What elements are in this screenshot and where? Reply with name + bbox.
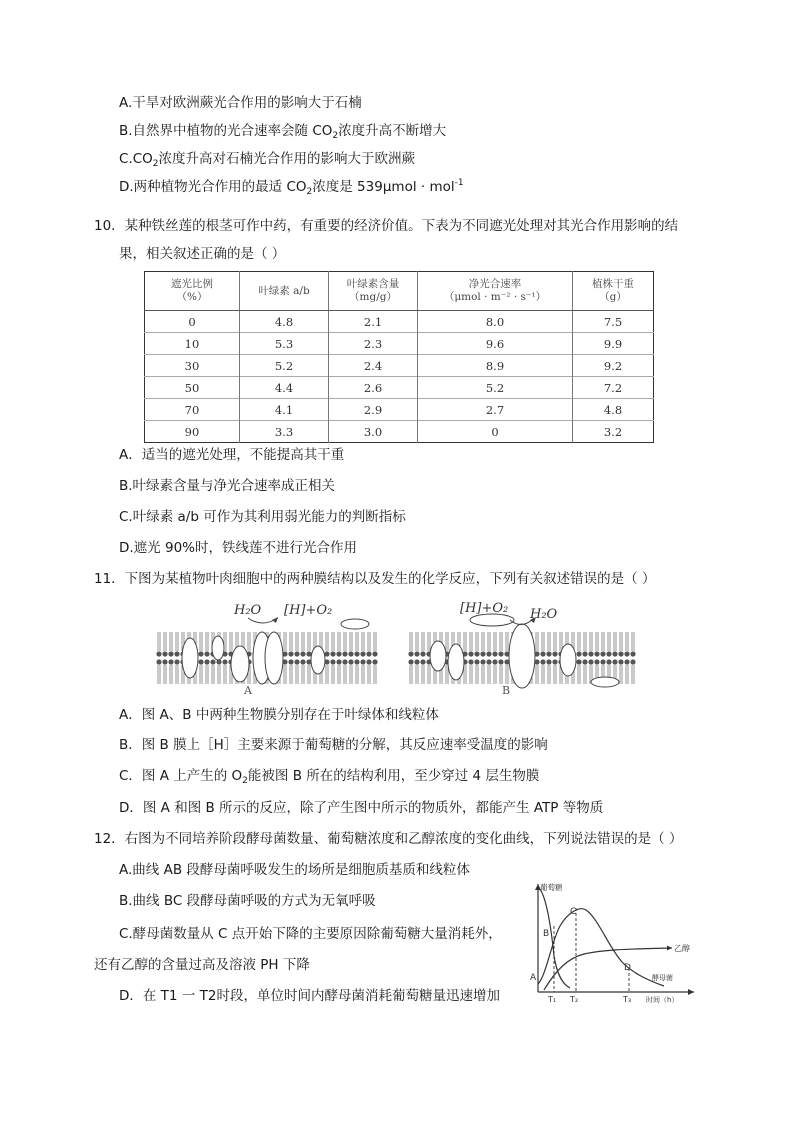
table-cell: 5.2 <box>418 377 573 399</box>
table-cell: 9.9 <box>573 333 654 355</box>
header-unit: （g） <box>599 291 627 303</box>
table-cell: 2.1 <box>329 311 418 333</box>
q11-option-c <box>119 767 539 785</box>
table-cell: 9.6 <box>418 333 573 355</box>
y-axis-label: 葡萄糖 <box>540 883 563 892</box>
table-cell: 0 <box>418 421 573 443</box>
yeast-curve <box>538 909 664 986</box>
table-header-cell <box>329 272 418 311</box>
table-cell: 7.5 <box>573 311 654 333</box>
fig-b-label: B <box>502 684 511 696</box>
table-header-cell <box>418 272 573 311</box>
fig-a-label: A <box>244 684 252 696</box>
q9-option-a <box>119 94 362 112</box>
subscript: 2 <box>332 131 339 141</box>
q9-option-b-text: B.自然界中植物的光合速率会随 CO <box>119 123 333 139</box>
point-a-label: A <box>530 973 537 983</box>
q12-option-a: A.曲线 AB 段酵母菌呼吸发生的场所是细胞质基质和线粒体 <box>119 862 470 878</box>
q11-option-b: B．图 B 膜上［H］主要来源于葡萄糖的分解，其反应速率受温度的影响 <box>119 737 548 753</box>
header-line: 叶绿素含量 <box>346 278 400 290</box>
header-line: 净光合速率 <box>468 278 522 290</box>
table-cell: 3.2 <box>573 421 654 443</box>
table-cell: 3.0 <box>329 421 418 443</box>
table-cell: 4.4 <box>240 377 329 399</box>
table-cell: 0 <box>145 311 240 333</box>
q10-stem-line2: 果，相关叙述正确的是（ ） <box>119 246 286 262</box>
point-b-label: B <box>543 929 550 939</box>
table-cell: 2.3 <box>329 333 418 355</box>
t2-label: T₂ <box>570 995 579 1004</box>
table-row <box>145 421 654 443</box>
header-unit: （mg/g） <box>349 291 397 303</box>
q11-stem: 11．下图为某植物叶肉细胞中的两种膜结构以及发生的化学反应，下列有关叙述错误的是（ ） <box>94 571 656 587</box>
fig-b-h2o-label: H₂O <box>530 607 558 622</box>
table-cell: 30 <box>145 355 240 377</box>
q10-stem-line1: 10．某种铁丝莲的根茎可作中药，有重要的经济价值。下表为不同遮光处理对其光合作用影响的结 <box>94 218 679 234</box>
q9-option-c-text-end: 浓度升高对石楠光合作用的影响大于欧洲蕨 <box>158 151 416 167</box>
shading-data-table <box>144 271 654 443</box>
table-row <box>145 355 654 377</box>
membrane-b <box>408 601 636 696</box>
table-cell: 8.9 <box>418 355 573 377</box>
table-cell: 10 <box>145 333 240 355</box>
q12-option-d: D．在 T1 一 T2时段，单位时间内酵母菌消耗葡萄糖量迅速增加 <box>119 988 500 1004</box>
table-cell: 7.2 <box>573 377 654 399</box>
x-axis-label: 时间（h） <box>646 996 679 1004</box>
header-unit: （%） <box>176 291 208 303</box>
table-cell: 9.2 <box>573 355 654 377</box>
superscript: -1 <box>454 178 464 188</box>
membrane-diagram <box>150 598 650 696</box>
table-header-cell <box>573 272 654 311</box>
q11-option-d: D．图 A 和图 B 所示的反应，除了产生图中所示的物质外，都能产生 ATP 等物质 <box>119 800 604 816</box>
q11-option-a: A．图 A、B 中两种生物膜分别存在于叶绿体和线粒体 <box>119 707 439 723</box>
q9-option-b <box>119 122 446 140</box>
fig-b-reactant-label: [H]+O₂ <box>460 601 509 616</box>
table-row <box>145 333 654 355</box>
q11-option-c-text-end: 能被图 B 所在的结构利用，至少穿过 4 层生物膜 <box>247 768 540 784</box>
header-line: 植株干重 <box>592 278 634 290</box>
table-cell: 4.8 <box>240 311 329 333</box>
q9-option-c <box>119 150 415 168</box>
yeast-label: 酵母菌 <box>652 974 673 982</box>
header-line: 遮光比例 <box>171 278 213 290</box>
fig-a-h2o-label: H₂O <box>234 603 262 618</box>
t3-label: T₃ <box>623 995 632 1004</box>
table-cell: 2.9 <box>329 399 418 421</box>
table-cell: 4.8 <box>573 399 654 421</box>
table-header-row <box>145 272 654 311</box>
table-header-cell <box>240 272 329 311</box>
membrane-a <box>156 603 378 696</box>
table-cell: 5.2 <box>240 355 329 377</box>
ethanol-curve <box>544 948 672 990</box>
table-cell: 2.4 <box>329 355 418 377</box>
q10-option-c: C.叶绿素 a/b 可作为其利用弱光能力的判断指标 <box>119 509 406 525</box>
q10-option-a: A．适当的遮光处理，不能提高其干重 <box>119 447 345 463</box>
table-cell: 2.7 <box>418 399 573 421</box>
table-header-cell <box>145 272 240 311</box>
point-d-label: D <box>624 963 631 973</box>
q9-option-b-text-end: 浓度升高不断增大 <box>338 123 447 139</box>
q12-option-b: B.曲线 BC 段酵母菌呼吸的方式为无氧呼吸 <box>119 893 376 909</box>
table-row <box>145 377 654 399</box>
table-row <box>145 311 654 333</box>
subscript: 2 <box>242 776 248 786</box>
table-cell: 90 <box>145 421 240 443</box>
q9-option-d-text-end: 浓度是 539μmol · mol <box>312 179 455 195</box>
q9-option-a-text: A.干旱对欧洲蕨光合作用的影响大于石楠 <box>119 95 362 111</box>
table-cell: 5.3 <box>240 333 329 355</box>
table-cell: 50 <box>145 377 240 399</box>
table-cell: 8.0 <box>418 311 573 333</box>
q10-option-d: D.遮光 90%时，铁线莲不进行光合作用 <box>119 540 357 556</box>
table-cell: 70 <box>145 399 240 421</box>
q9-option-c-text: C.CO <box>119 151 153 167</box>
point-c-label: C <box>570 907 577 917</box>
table-row <box>145 399 654 421</box>
q12-stem: 12．右图为不同培养阶段酵母菌数量、葡萄糖浓度和乙醇浓度的变化曲线，下列说法错误的是（ ） <box>94 831 683 847</box>
q11-option-c-text: C．图 A 上产生的 O <box>119 768 243 784</box>
yeast-culture-graph <box>522 876 702 1006</box>
header-unit: （μmol · m⁻² · s⁻¹） <box>443 291 547 303</box>
q9-option-d-text: D.两种植物光合作用的最适 CO <box>119 179 307 195</box>
fig-a-product-label: [H]+O₂ <box>284 603 333 618</box>
t1-label: T₁ <box>548 995 557 1004</box>
q12-option-c-line2: 还有乙醇的含量过高及溶液 PH 下降 <box>94 957 310 973</box>
q10-option-b: B.叶绿素含量与净光合速率成正相关 <box>119 478 336 494</box>
header-line: 叶绿素 a/b <box>258 284 310 297</box>
table-cell: 2.6 <box>329 377 418 399</box>
subscript: 2 <box>152 159 159 169</box>
table-cell: 4.1 <box>240 399 329 421</box>
q12-option-c-line1: C.酵母菌数量从 C 点开始下降的主要原因除葡萄糖大量消耗外， <box>119 926 502 942</box>
ethanol-label: 乙醇 <box>674 944 690 953</box>
q9-option-d <box>119 178 464 196</box>
table-cell: 3.3 <box>240 421 329 443</box>
subscript: 2 <box>306 187 313 197</box>
